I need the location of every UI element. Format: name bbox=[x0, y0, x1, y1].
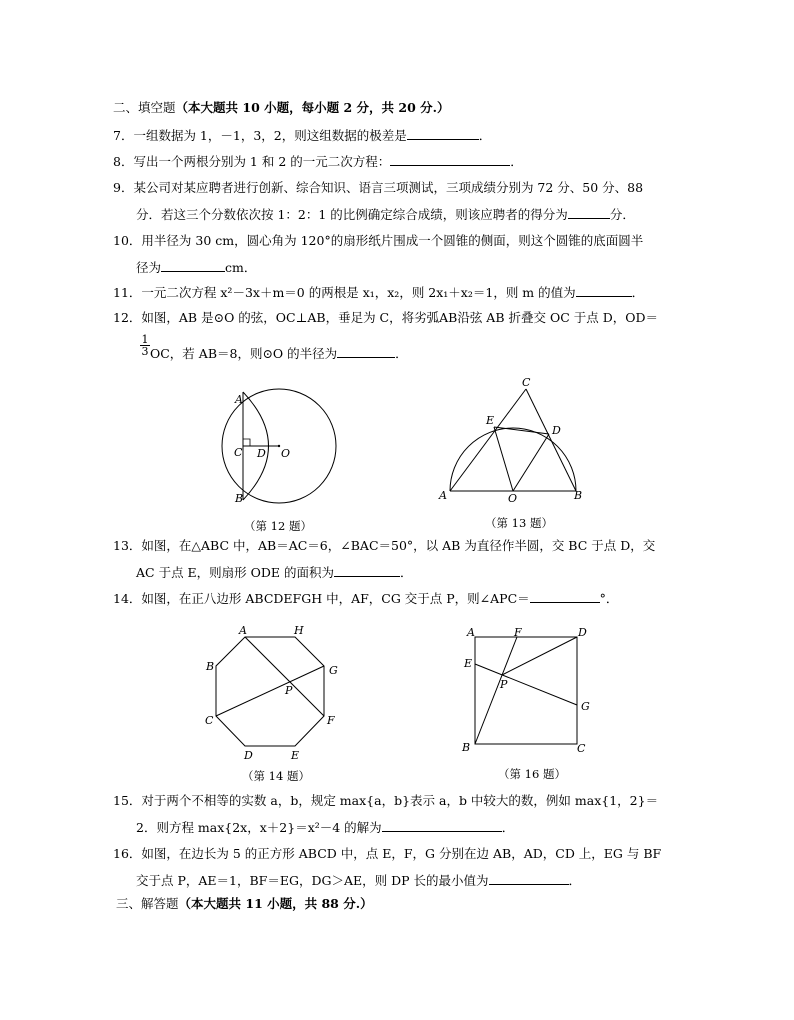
fig14-label-p: P bbox=[285, 684, 293, 697]
fig14-label-a: A bbox=[239, 624, 247, 637]
question-10-line1: 10．用半径为 30 cm，圆心角为 120°的扇形纸片围成一个圆锥的侧面，则这个圆锥的底面圆半 bbox=[113, 233, 644, 248]
fig16-square bbox=[475, 637, 577, 744]
figure-14-caption: （第 14 题） bbox=[242, 769, 310, 783]
section3-heading bbox=[116, 896, 373, 912]
question-13-line1: 13．如图，在△ABC 中，AB＝AC＝6，∠BAC＝50°，以 AB 为直径作半圆，交 BC 于点 D，交 bbox=[113, 538, 656, 553]
question-15-line1: 15．对于两个不相等的实数 a，b，规定 max{a，b}表示 a，b 中较大的数，例如 max{1，2}＝ bbox=[113, 793, 659, 808]
fig16-label-g: G bbox=[581, 700, 590, 713]
fig16-label-a: A bbox=[467, 626, 475, 639]
q7-end: ． bbox=[478, 128, 492, 143]
fig14-label-d: D bbox=[244, 749, 253, 762]
fig16-label-c: C bbox=[577, 742, 586, 755]
fig16-label-d: D bbox=[578, 626, 587, 639]
fig12-label-c: C bbox=[234, 446, 243, 459]
fig12-label-d: D bbox=[257, 447, 266, 460]
figure-13-caption: （第 13 题） bbox=[485, 516, 553, 530]
question-9-line1: 9．某公司对某应聘者进行创新、综合知识、语言三项测试，三项成绩分别为 72 分、50 分、88 bbox=[113, 180, 644, 195]
fig14-label-f: F bbox=[327, 714, 335, 727]
fig12-label-o: O bbox=[281, 447, 291, 460]
q11-end: ． bbox=[631, 285, 645, 300]
q15-text: 2．则方程 max{2x，x＋2}＝x²－4 的解为 bbox=[136, 820, 382, 835]
fig16-label-f: F bbox=[514, 626, 522, 639]
fig14-label-h: H bbox=[294, 624, 304, 637]
q12-end: ． bbox=[395, 346, 408, 361]
fig13-label-b: B bbox=[574, 489, 583, 502]
fig13-label-c: C bbox=[522, 376, 531, 389]
fig14-label-g: G bbox=[329, 664, 338, 677]
fig14-label-e: E bbox=[291, 749, 300, 762]
fig12-label-b: B bbox=[235, 492, 244, 505]
q16-end: ． bbox=[568, 873, 582, 888]
q8-text: 8．写出一个两根分别为 1 和 2 的一元二次方程： bbox=[113, 154, 391, 169]
q14-text: 14．如图，在正八边形 ABCDEFGH 中，AF，CG 交于点 P，则∠APC＝ bbox=[113, 591, 530, 606]
fig13-label-o: O bbox=[508, 492, 518, 505]
section3-title: 三、解答题 bbox=[116, 896, 179, 911]
fig13-label-e: E bbox=[486, 414, 495, 427]
section2-title: 二、填空题 bbox=[113, 100, 176, 115]
fig16-segment-eg bbox=[475, 664, 577, 705]
q13-text: AC 于点 E，则扇形 ODE 的面积为 bbox=[136, 565, 335, 580]
question-16-line2 bbox=[136, 872, 581, 889]
fig16-segment-dp bbox=[502, 637, 577, 675]
q14-end: °． bbox=[599, 591, 619, 606]
fig16-label-b: B bbox=[462, 741, 471, 754]
q15-answer-blank[interactable] bbox=[382, 819, 502, 832]
fig16-label-e: E bbox=[464, 657, 473, 670]
q16-text: 交于点 P，AE＝1，BF＝EG，DG＞AE，则 DP 长的最小值为 bbox=[136, 873, 489, 888]
question-16-line1: 16．如图，在边长为 5 的正方形 ABCD 中，点 E，F，G 分别在边 AB，AD，CD 上，EG 与 BF bbox=[113, 846, 662, 861]
q13-end: ． bbox=[400, 565, 413, 580]
section2-note: （本大题共 10 小题，每小题 2 分，共 20 分.） bbox=[175, 100, 450, 115]
q9-text: 分．若这三个分数依次按 1：2：1 的比例确定综合成绩，则该应聘者的得分为 bbox=[136, 207, 568, 222]
q11-text: 11．一元二次方程 x²－3x＋m＝0 的两根是 x₁，x₂，则 2x₁＋x₂＝1，则 m 的值为 bbox=[113, 285, 576, 300]
fig13-label-d: D bbox=[552, 424, 561, 437]
fig14-label-c: C bbox=[205, 714, 214, 727]
question-15-line2 bbox=[136, 819, 514, 836]
figure-16-caption: （第 16 题） bbox=[498, 767, 566, 781]
fig12-label-a: A bbox=[235, 393, 243, 406]
question-12-line1: 12．如图，AB 是⊙O 的弦，OC⊥AB，垂足为 C，将劣弧AB沿弦 AB 折叠交 OC 于点 D，OD＝ bbox=[113, 310, 659, 325]
section3-note: （本大题共 11 小题，共 88 分.） bbox=[178, 896, 373, 911]
q8-end: ． bbox=[510, 154, 523, 169]
q12-text: OC，若 AB＝8，则⊙O 的半径为 bbox=[150, 346, 338, 361]
figure-12-caption: （第 12 题） bbox=[244, 519, 312, 533]
q10-end: cm． bbox=[225, 260, 257, 275]
q10-text: 径为 bbox=[136, 260, 162, 275]
fig14-label-b: B bbox=[206, 660, 215, 673]
q16-answer-blank[interactable] bbox=[489, 872, 569, 885]
q7-text: 7．一组数据为 1，－1，3，2，则这组数据的极差是 bbox=[113, 128, 407, 143]
q9-end: 分． bbox=[609, 207, 635, 222]
q12-fraction-den: 3 bbox=[141, 345, 149, 358]
q12-fraction-num: 1 bbox=[141, 333, 149, 346]
fig13-label-a: A bbox=[439, 489, 447, 502]
fig16-label-p: P bbox=[500, 678, 508, 691]
fig16-segment-bf bbox=[475, 637, 517, 744]
q15-end: ． bbox=[501, 820, 515, 835]
